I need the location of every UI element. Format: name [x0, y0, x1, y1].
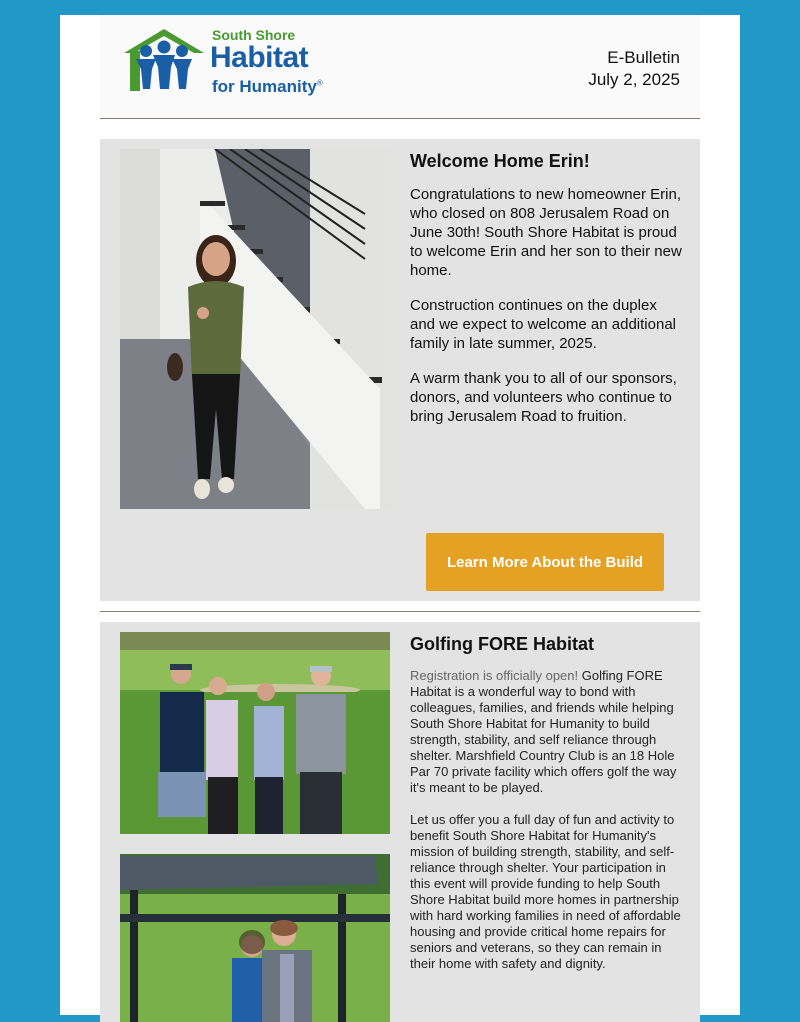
section-title: Golfing FORE Habitat [410, 634, 594, 654]
section-title: Welcome Home Erin! [410, 151, 590, 171]
golf-cart-photo [120, 854, 390, 1022]
paragraph [410, 668, 682, 796]
section-body [410, 185, 682, 442]
bulletin-info [588, 47, 680, 91]
golfing-section [100, 622, 700, 1022]
logo-for-humanity: for Humanity® [212, 77, 323, 96]
paragraph: A warm thank you to all of our sponsors, donors, and volunteers who continue to bring Jerusalem Road to fruition. [410, 370, 677, 425]
registration-text: Golfing FORE Habitat is a wonderful way to bond with colleagues, families, and friends while helping South Shore Habitat for Humanity to build strength, stability, and self reliance through shelter. Marshfield Country Club is an 18 Hole Par 70 private facility which offers golf the way it's meant to be played. [410, 668, 677, 795]
habitat-house-icon [122, 27, 206, 93]
paragraph: Let us offer you a full day of fun and activity to benefit South Shore Habitat for Humanity's mission of building strength, stability, and self-reliance through shelter. Your participation in this event will provide funding to help South Shore Habitat build more homes in partnership with hard working families in need of affordable housing and provide critical home repairs for seniors and veterans, so they can remain in their home with safety and dignity. [410, 812, 681, 971]
registration-lead: Registration is officially open! [410, 668, 582, 683]
golfers-photo [120, 632, 390, 834]
logo-habitat: Habitat [210, 41, 309, 74]
divider [100, 118, 700, 119]
bulletin-date: July 2, 2025 [588, 70, 680, 89]
learn-more-button[interactable]: Learn More About the Build [426, 533, 664, 591]
habitat-logo[interactable] [122, 27, 332, 99]
email-header [100, 15, 700, 118]
erin-photo [120, 149, 390, 509]
section-body [410, 668, 682, 988]
paragraph: Construction continues on the duplex and we expect to welcome an additional family in late summer, 2025. [410, 297, 677, 352]
divider [100, 611, 700, 612]
paragraph: Congratulations to new homeowner Erin, who closed on 808 Jerusalem Road on June 30th! South Shore Habitat is proud to welcome Erin and her son to their new home. [410, 186, 682, 279]
welcome-home-section [100, 139, 700, 601]
ebulletin-label: E-Bulletin [607, 48, 680, 67]
logo-south-shore: South Shore [212, 27, 296, 43]
email-card [60, 15, 740, 1015]
